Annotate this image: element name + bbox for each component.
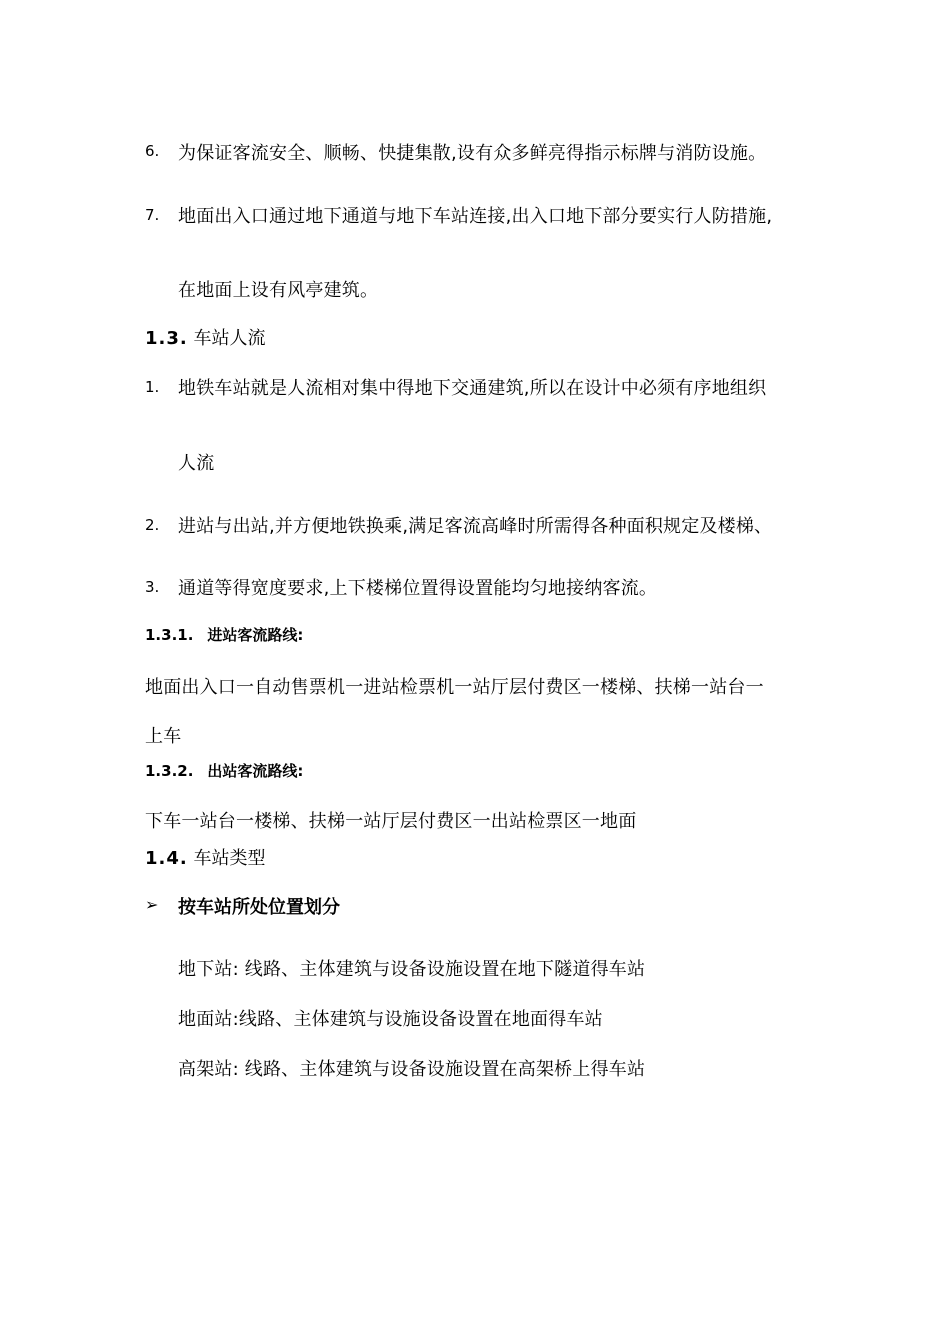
section-title: 车站类型 bbox=[193, 848, 266, 869]
station-type-item: 地面站:线路、主体建筑与设施设备设置在地面得车站 bbox=[178, 1009, 603, 1030]
section-number: 1.4. bbox=[145, 848, 188, 869]
list-item-text: 进站与出站,并方便地铁换乘,满足客流高峰时所需得各种面积规定及楼梯、 bbox=[178, 516, 773, 537]
section-heading-1-3-2 bbox=[145, 760, 303, 781]
list-item-text: 地铁车站就是人流相对集中得地下交通建筑,所以在设计中必须有序地组织 bbox=[178, 378, 767, 399]
list-number: 1. bbox=[145, 378, 160, 396]
station-type-item: 高架站: 线路、主体建筑与设备设施设置在高架桥上得车站 bbox=[178, 1059, 646, 1080]
list-number: 2. bbox=[145, 516, 160, 534]
section-heading-1-3-1 bbox=[145, 624, 303, 645]
bullet-title: 按车站所处位置划分 bbox=[178, 897, 340, 918]
list-item-text: 为保证客流安全、顺畅、快捷集散,设有众多鲜亮得指示标牌与消防设施。 bbox=[178, 143, 767, 164]
section-title: 出站客流路线: bbox=[207, 762, 304, 780]
section-number: 1.3.2. bbox=[145, 762, 194, 780]
list-item-continuation: 人流 bbox=[178, 453, 215, 474]
route-in-line: 地面出入口一自动售票机一进站检票机一站厅层付费区一楼梯、扶梯一站台一 bbox=[145, 677, 764, 698]
section-title: 进站客流路线: bbox=[207, 626, 304, 644]
route-out-line: 下车一站台一楼梯、扶梯一站厅层付费区一出站检票区一地面 bbox=[145, 811, 637, 832]
route-in-line: 上车 bbox=[145, 726, 182, 747]
section-heading-1-3 bbox=[145, 324, 265, 350]
section-title: 车站人流 bbox=[193, 328, 266, 349]
list-item-text: 地面出入口通过地下通道与地下车站连接,出入口地下部分要实行人防措施, bbox=[178, 206, 773, 227]
section-heading-1-4 bbox=[145, 844, 265, 870]
list-item-text: 通道等得宽度要求,上下楼梯位置得设置能均匀地接纳客流。 bbox=[178, 578, 658, 599]
station-type-item: 地下站: 线路、主体建筑与设备设施设置在地下隧道得车站 bbox=[178, 959, 646, 980]
section-number: 1.3.1. bbox=[145, 626, 194, 644]
list-number: 7. bbox=[145, 206, 160, 224]
arrow-bullet-icon: ➢ bbox=[145, 895, 159, 914]
list-item-continuation: 在地面上设有风亭建筑。 bbox=[178, 280, 379, 301]
list-number: 3. bbox=[145, 578, 160, 596]
section-number: 1.3. bbox=[145, 328, 188, 349]
list-number: 6. bbox=[145, 142, 160, 160]
